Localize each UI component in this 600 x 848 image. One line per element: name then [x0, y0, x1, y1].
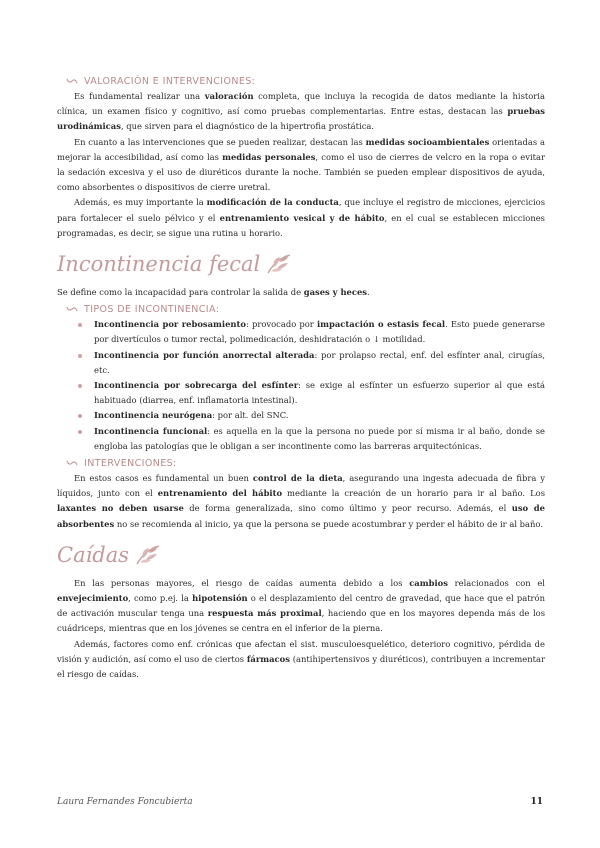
- hook-icon: [66, 77, 78, 85]
- subheading-valoracion: [66, 74, 545, 88]
- types-list: [57, 317, 545, 454]
- bullet-dot-icon: [78, 354, 82, 358]
- list-item: Incontinencia por sobrecarga del esfínter: se exige al esfínter un esfuerzo superior al que está habituado (diarrea, enf. inflamatoria intestinal).: [72, 378, 545, 408]
- bullet-dot-icon: [78, 414, 82, 418]
- paragraph: Además, es muy importante la modificación de la conducta, que incluye el registro de micciones, ejercicios para fortalecer el suelo pélvico y el entrenamiento vesical y de hábito, en el cual se establecen micciones programadas, es decir, se sigue una rutina u horario.: [57, 197, 545, 238]
- list-item: Incontinencia funcional: es aquella en la que la persona no puede por sí misma ir al baño, donde se engloba las patologías que le obligan a ser incontinente como las barreras arquitectónicas.: [72, 424, 545, 454]
- list-item: Incontinencia neurógena: por alt. del SNC.: [72, 408, 545, 423]
- paragraph: En estos casos es fundamental un buen control de la dieta, asegurando una ingesta adecuada de fibra y líquidos, junto con el entrenamiento del hábito mediante la creación de un horario para ir al baño. Los laxantes no deben usarse de forma generalizada, sino como último y peor recurso. Además, el uso de absorbentes no se recomienda al inicio, ya que la persona se puede acostumbrar y perder el hábito de ir al baño.: [57, 473, 545, 529]
- bullet-dot-icon: [78, 323, 82, 327]
- footer-author: Laura Fernandes Foncubierta: [57, 797, 193, 807]
- hook-icon: [66, 459, 78, 467]
- page-number: 11: [530, 797, 543, 807]
- leaf-icon: [135, 544, 161, 566]
- heading-text: Incontinencia fecal: [57, 252, 261, 277]
- section-heading-incontinencia-fecal: [57, 247, 545, 281]
- paragraph: En cuanto a las intervenciones que se pueden realizar, destacan las medidas socioambientales orientadas a mejorar la accesibilidad, así como las medidas personales, como el uso de cierres de velcro en la ropa o evitar la sedación excesiva y el uso de diuréticos durante la noche. También se pueden emplear dispositivos de ayuda, como absorbentes o dispositivos de cierre uretral.: [57, 136, 545, 193]
- bullet-dot-icon: [78, 430, 82, 434]
- hook-icon: [66, 305, 78, 313]
- subheading-text: TIPOS DE INCONTINENCIA:: [84, 303, 220, 315]
- list-item: Incontinencia por función anorrectal alterada: por prolapso rectal, enf. del esfínter anal, cirugías, etc.: [72, 348, 545, 378]
- page-content: [57, 72, 545, 682]
- paragraph: Es fundamental realizar una valoración completa, que incluya la recogida de datos mediante la historia clínica, un examen físico y cognitivo, así como pruebas complementarias. Entre estas, destacan las pruebas urodinámicas, que sirven para el diagnóstico de la hipertrofia prostática.: [57, 91, 545, 132]
- section-heading-caidas: [57, 538, 545, 572]
- subheading-tipos: [66, 302, 545, 316]
- page-footer: [57, 797, 543, 807]
- subheading-text: VALORACIÓN E INTERVENCIONES:: [84, 75, 256, 87]
- paragraph-intro: Se define como la incapacidad para controlar la salida de gases y heces.: [57, 287, 370, 298]
- subheading-intervenciones: [66, 456, 545, 470]
- paragraph: Además, factores como enf. crónicas que afectan el sist. musculoesquelético, deterioro cognitivo, pérdida de visión y audición, así como el uso de ciertos fármacos (antihipertensivos y diuréticos), contribuyen a incrementar el riesgo de caídas.: [57, 638, 545, 680]
- paragraph: En las personas mayores, el riesgo de caídas aumenta debido a los cambios relacionados con el envejecimiento, como p.ej. la hipotensión o el desplazamiento del centro de gravedad, que hace que el patrón de activación muscular tenga una respuesta más proximal, haciendo que en los mayores dependa más de los cuádriceps, mientras que en los jóvenes se centra en el inferior de la pierna.: [57, 577, 545, 634]
- list-item: Incontinencia por rebosamiento: provocado por impactación o estasis fecal. Esto puede generarse por divertículos o tumor rectal, polimedicación, deshidratación o ↓ motilidad.: [72, 317, 545, 347]
- bullet-dot-icon: [78, 384, 82, 388]
- leaf-icon: [266, 253, 292, 275]
- subheading-text: INTERVENCIONES:: [84, 457, 177, 469]
- heading-text: Caídas: [57, 542, 130, 567]
